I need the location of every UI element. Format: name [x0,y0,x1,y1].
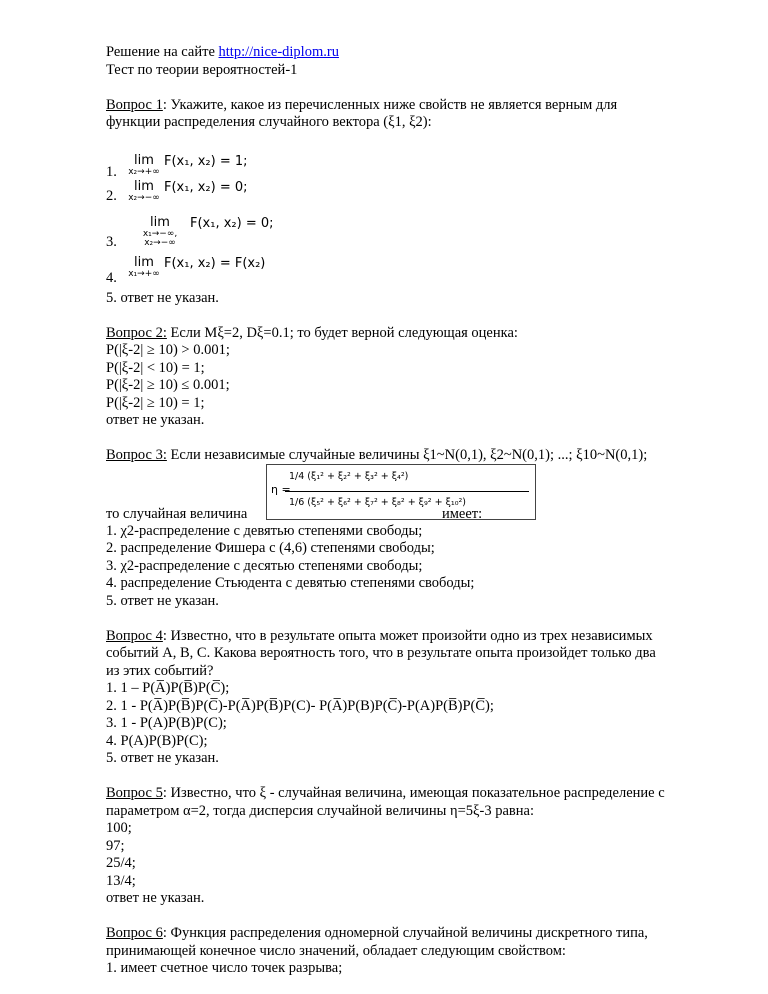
q5-option: 25/4; [106,855,136,871]
q3-option: 5. ответ не указан. [106,592,219,609]
q3-pre-text: то случайная величина [106,505,248,522]
q3-option: 2. распределение Фишера с (4,6) степенями свободы; [106,540,435,556]
question-4-line-3: из этих событий? [106,662,214,679]
question-4-line-2: событий A, B, C. Какова вероятность того, что в результате опыта произойдет только два [106,645,656,661]
question-6-label: Вопрос 6 [106,925,163,941]
q5-option: 13/4; [106,872,136,889]
q1-option-5: 5. ответ не указан. [106,289,219,306]
question-4-line-1: Вопрос 4: Известно, что в результате опыта может произойти одно из трех независимых [106,627,653,644]
q1-option-4: 4. lim x₁→+∞ F(x₁, x₂) = F(x₂) [106,254,266,286]
q4-option: 3. 1 - P(A)P(B)P(C); [106,715,227,731]
q4-option: 1. 1 – P(A̅)P(B̅)P(C̅); [106,680,230,696]
question-2-label: Вопрос 2: [106,324,167,341]
document-page [106,44,706,978]
q4-option: 2. 1 - P(A̅)P(B̅)P(C̅)-P(A̅)P(B̅)P(C)- P(A̅)P(B)P(C̅)-P(A)P(B̅)P(C̅); [106,697,494,714]
q2-option: P(|ξ-2| ≥ 10) > 0.001; [106,342,230,358]
question-1-label: Вопрос 1 [106,96,163,113]
q2-option: P(|ξ-2| < 10) = 1; [106,359,205,376]
q3-option: 1. χ2-распределение с девятью степенями свободы; [106,522,423,539]
site-link[interactable]: http://nice-diplom.ru [218,44,339,60]
q5-option: ответ не указан. [106,890,205,906]
q5-option: 97; [106,837,125,854]
site-prefix: Решение на сайте [106,44,219,60]
question-1-line-1: Вопрос 1: Укажите, какое из перечисленных ниже свойств не является верным для [106,96,618,113]
q4-option: 4. P(A)P(B)P(C); [106,732,208,749]
eta-formula: η = 1/4 (ξ₁² + ξ₂² + ξ₃² + ξ₄²) 1/6 (ξ₅² + ξ₆² + ξ₇² + ξ₈² + ξ₉² + ξ₁₀²) [266,464,536,520]
question-6-line-1: Вопрос 6: Функция распределения одномерной случайной величины дискретного типа, [106,925,648,941]
q3-option: 3. χ2-распределение с десятью степенями свободы; [106,557,423,574]
question-5-line-2: параметром α=2, тогда дисперсия случайной величины η=5ξ-3 равна: [106,802,534,819]
q6-option: 1. имеет счетное число точек разрыва; [106,960,343,976]
q1-option-3: 3. lim x₁→−∞, x₂→−∞ F(x₁, x₂) = 0; [106,214,274,250]
q1-option-1: 1. lim x₂→+∞ F(x₁, x₂) = 1; [106,152,248,180]
question-2-line: Вопрос 2: Если Mξ=2, Dξ=0.1; то будет верной следующая оценка: [106,324,518,341]
q3-option: 4. распределение Стьюдента с девятью степенями свободы; [106,575,475,591]
q2-option: ответ не указан. [106,412,205,428]
q3-post-text: имеет: [442,505,483,522]
q1-option-2: 2. lim x₂→−∞ F(x₁, x₂) = 0; [106,178,248,204]
q4-option: 5. ответ не указан. [106,750,219,766]
question-5-line-1: Вопрос 5: Известно, что ξ - случайная величина, имеющая показательное распределение с [106,785,665,801]
question-5-label: Вопрос 5 [106,785,163,801]
q3-formula-row [106,465,706,523]
q5-option: 100; [106,820,132,836]
question-3-label: Вопрос 3: [106,447,167,463]
test-title: Тест по теории вероятностей-1 [106,61,298,78]
question-3-line: Вопрос 3: Если независимые случайные величины ξ1~N(0,1), ξ2~N(0,1); ...; ξ10~N(0,1); [106,447,648,463]
question-1-line-2: функции распределения случайного вектора (ξ1, ξ2): [106,114,432,130]
question-4-label: Вопрос 4 [106,627,163,644]
q2-option: P(|ξ-2| ≥ 10) ≤ 0.001; [106,377,230,393]
site-line [106,44,706,62]
q2-option: P(|ξ-2| ≥ 10) = 1; [106,394,205,411]
question-6-line-2: принимающей конечное число значений, обладает следующим свойством: [106,942,566,959]
